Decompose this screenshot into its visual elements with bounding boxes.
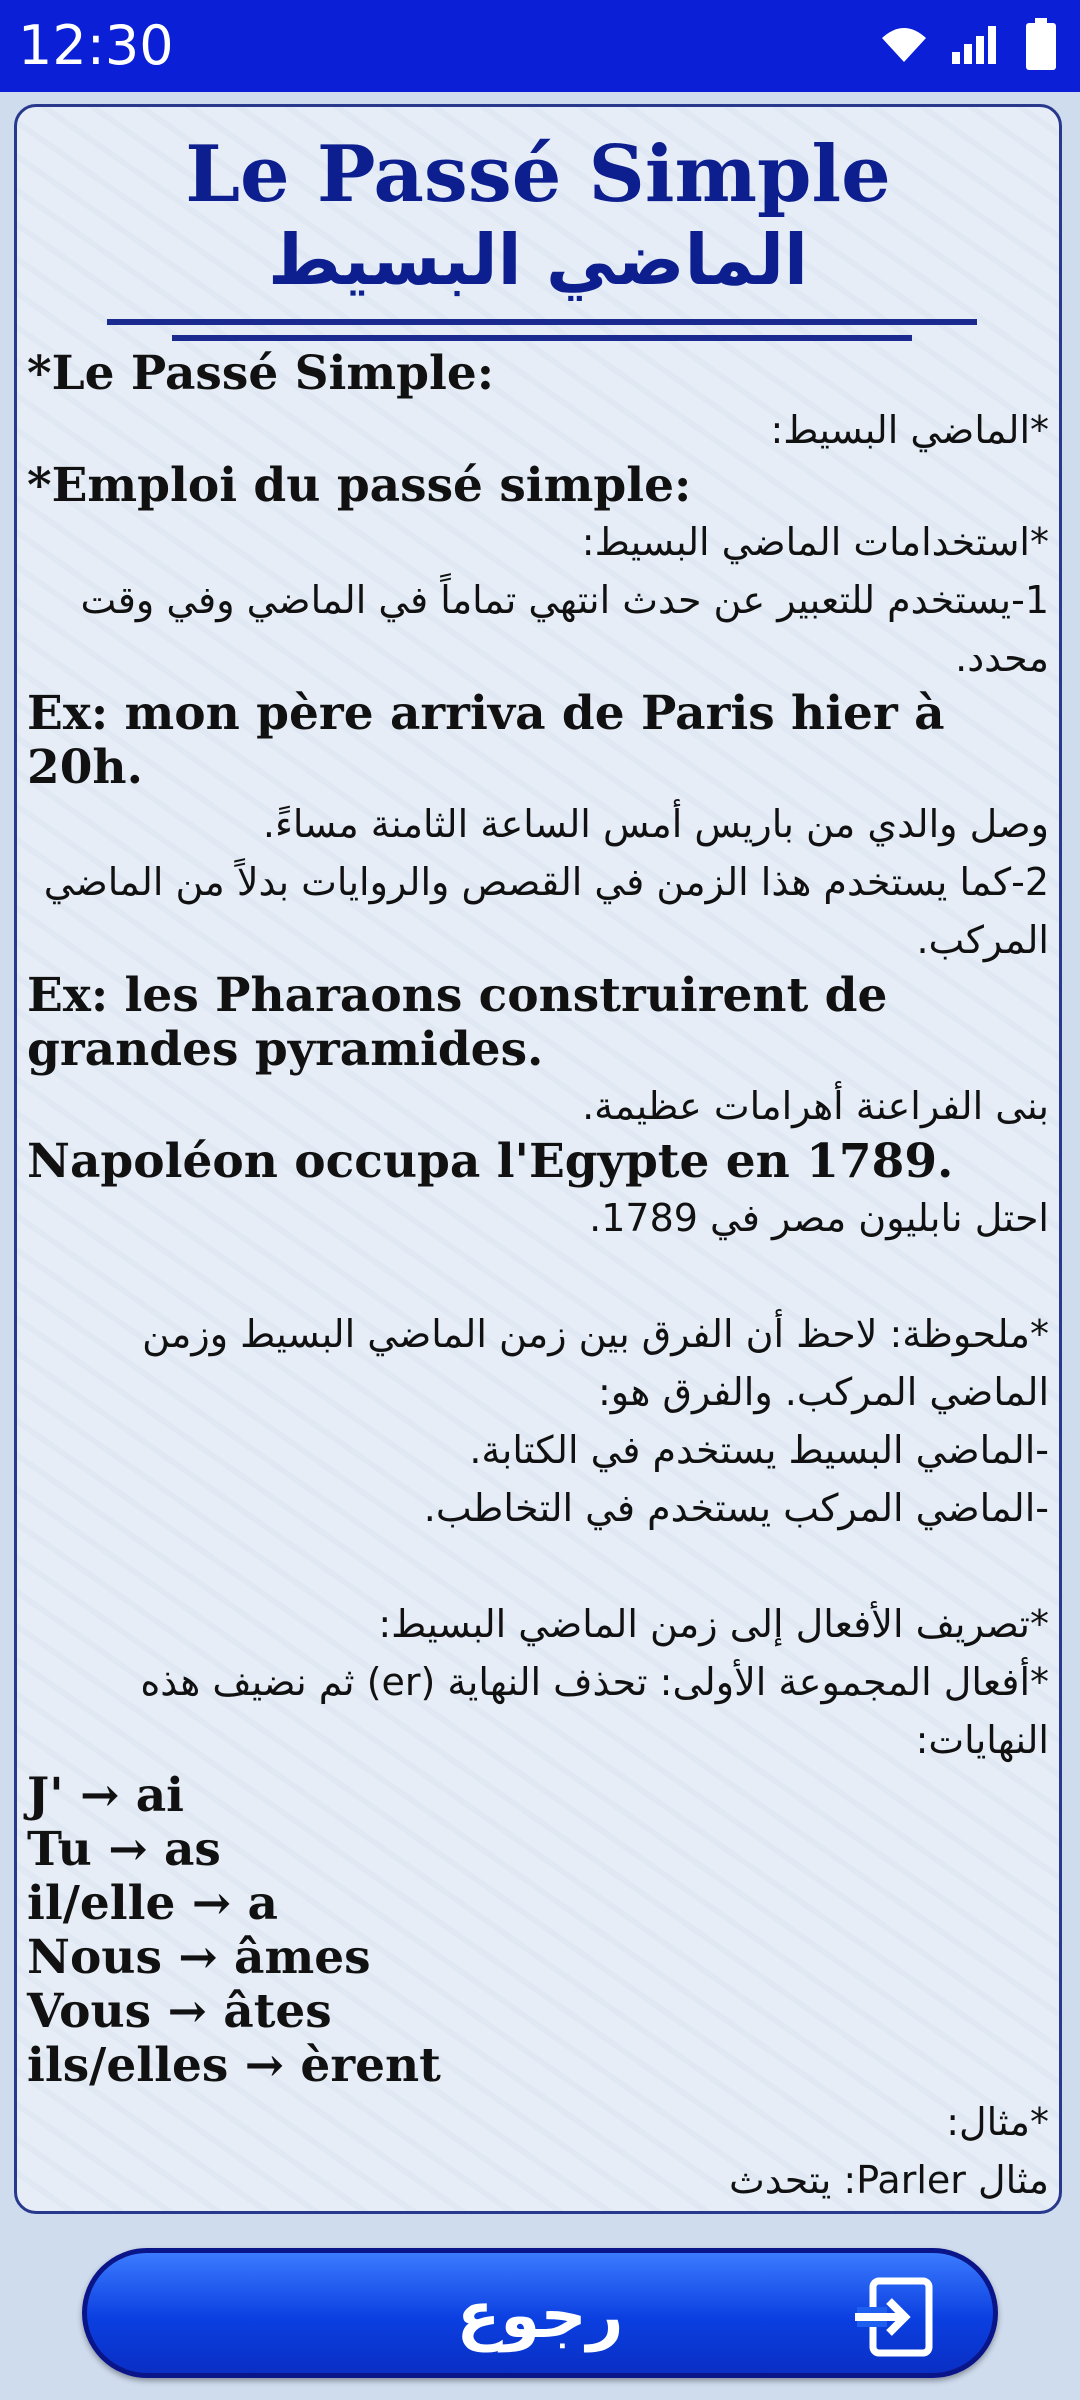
wifi-icon (878, 24, 930, 64)
page-title-french: Le Passé Simple (185, 129, 891, 220)
lesson-content[interactable] (27, 347, 1049, 2211)
lesson-card (14, 104, 1062, 2214)
french-text-line: *Emploi du passé simple: (27, 458, 692, 513)
french-text-line: ils/elles → èrent (27, 2038, 441, 2093)
status-icons (878, 18, 1056, 70)
blank-line (27, 1247, 1049, 1305)
arabic-text-line: *أفعال المجموعة الأولى: تحذف النهاية (er) ثم نضيف هذه النهايات: (140, 1660, 1049, 1762)
title-divider-top (107, 319, 977, 325)
arabic-text-line: -الماضي المركب يستخدم في التخاطب. (423, 1486, 1049, 1530)
title-divider-bottom (172, 335, 912, 341)
arabic-text-line: وصل والدي من باريس أمس الساعة الثامنة مساءً. (262, 802, 1049, 846)
back-button-label: رجوع (456, 2279, 624, 2353)
arabic-text-line: 1-يستخدم للتعبير عن حدث انتهي تماماً في الماضي وفي وقت محدد. (80, 578, 1049, 680)
arabic-text-line: *الماضي البسيط: (770, 408, 1049, 452)
status-bar (0, 0, 1080, 92)
french-text-line: Ex: les Pharaons construirent de grandes pyramides. (27, 968, 888, 1077)
signal-icon (950, 22, 1006, 66)
arabic-text-line: احتل نابليون مصر في 1789. (589, 1196, 1049, 1240)
page-title-arabic: الماضي البسيط (268, 219, 808, 301)
arabic-text-line: مثال Parler: يتحدث (729, 2158, 1049, 2202)
french-text-line: J' → ai (27, 1768, 185, 1823)
french-text-line: il/elle → a (27, 1876, 278, 1931)
french-text-line: Vous → âtes (27, 1984, 332, 2039)
french-text-line: Ex: mon père arriva de Paris hier à 20h. (27, 686, 945, 795)
arabic-text-line: -الماضي البسيط يستخدم في الكتابة. (469, 1428, 1049, 1472)
french-text-line: Nous → âmes (27, 1930, 371, 1985)
exit-icon (851, 2275, 935, 2363)
french-text-line: Napoléon occupa l'Egypte en 1789. (27, 1134, 954, 1189)
back-button[interactable] (82, 2248, 998, 2378)
french-text-line: *Le Passé Simple: (27, 346, 495, 401)
arabic-text-line: *تصريف الأفعال إلى زمن الماضي البسيط: (378, 1602, 1049, 1646)
french-text-line: Tu → as (27, 1822, 221, 1877)
arabic-text-line: *استخدامات الماضي البسيط: (581, 520, 1049, 564)
arabic-text-line: *ملحوظة: لاحظ أن الفرق بين زمن الماضي البسيط وزمن الماضي المركب. والفرق هو: (142, 1312, 1049, 1414)
arabic-text-line: *مثال: (946, 2100, 1049, 2144)
battery-icon (1026, 18, 1056, 70)
blank-line (27, 1537, 1049, 1595)
status-time: 12:30 (18, 14, 174, 77)
arabic-text-line: بنى الفراعنة أهرامات عظيمة. (582, 1084, 1049, 1128)
arabic-text-line: 2-كما يستخدم هذا الزمن في القصص والروايات بدلاً من الماضي المركب. (43, 860, 1049, 962)
